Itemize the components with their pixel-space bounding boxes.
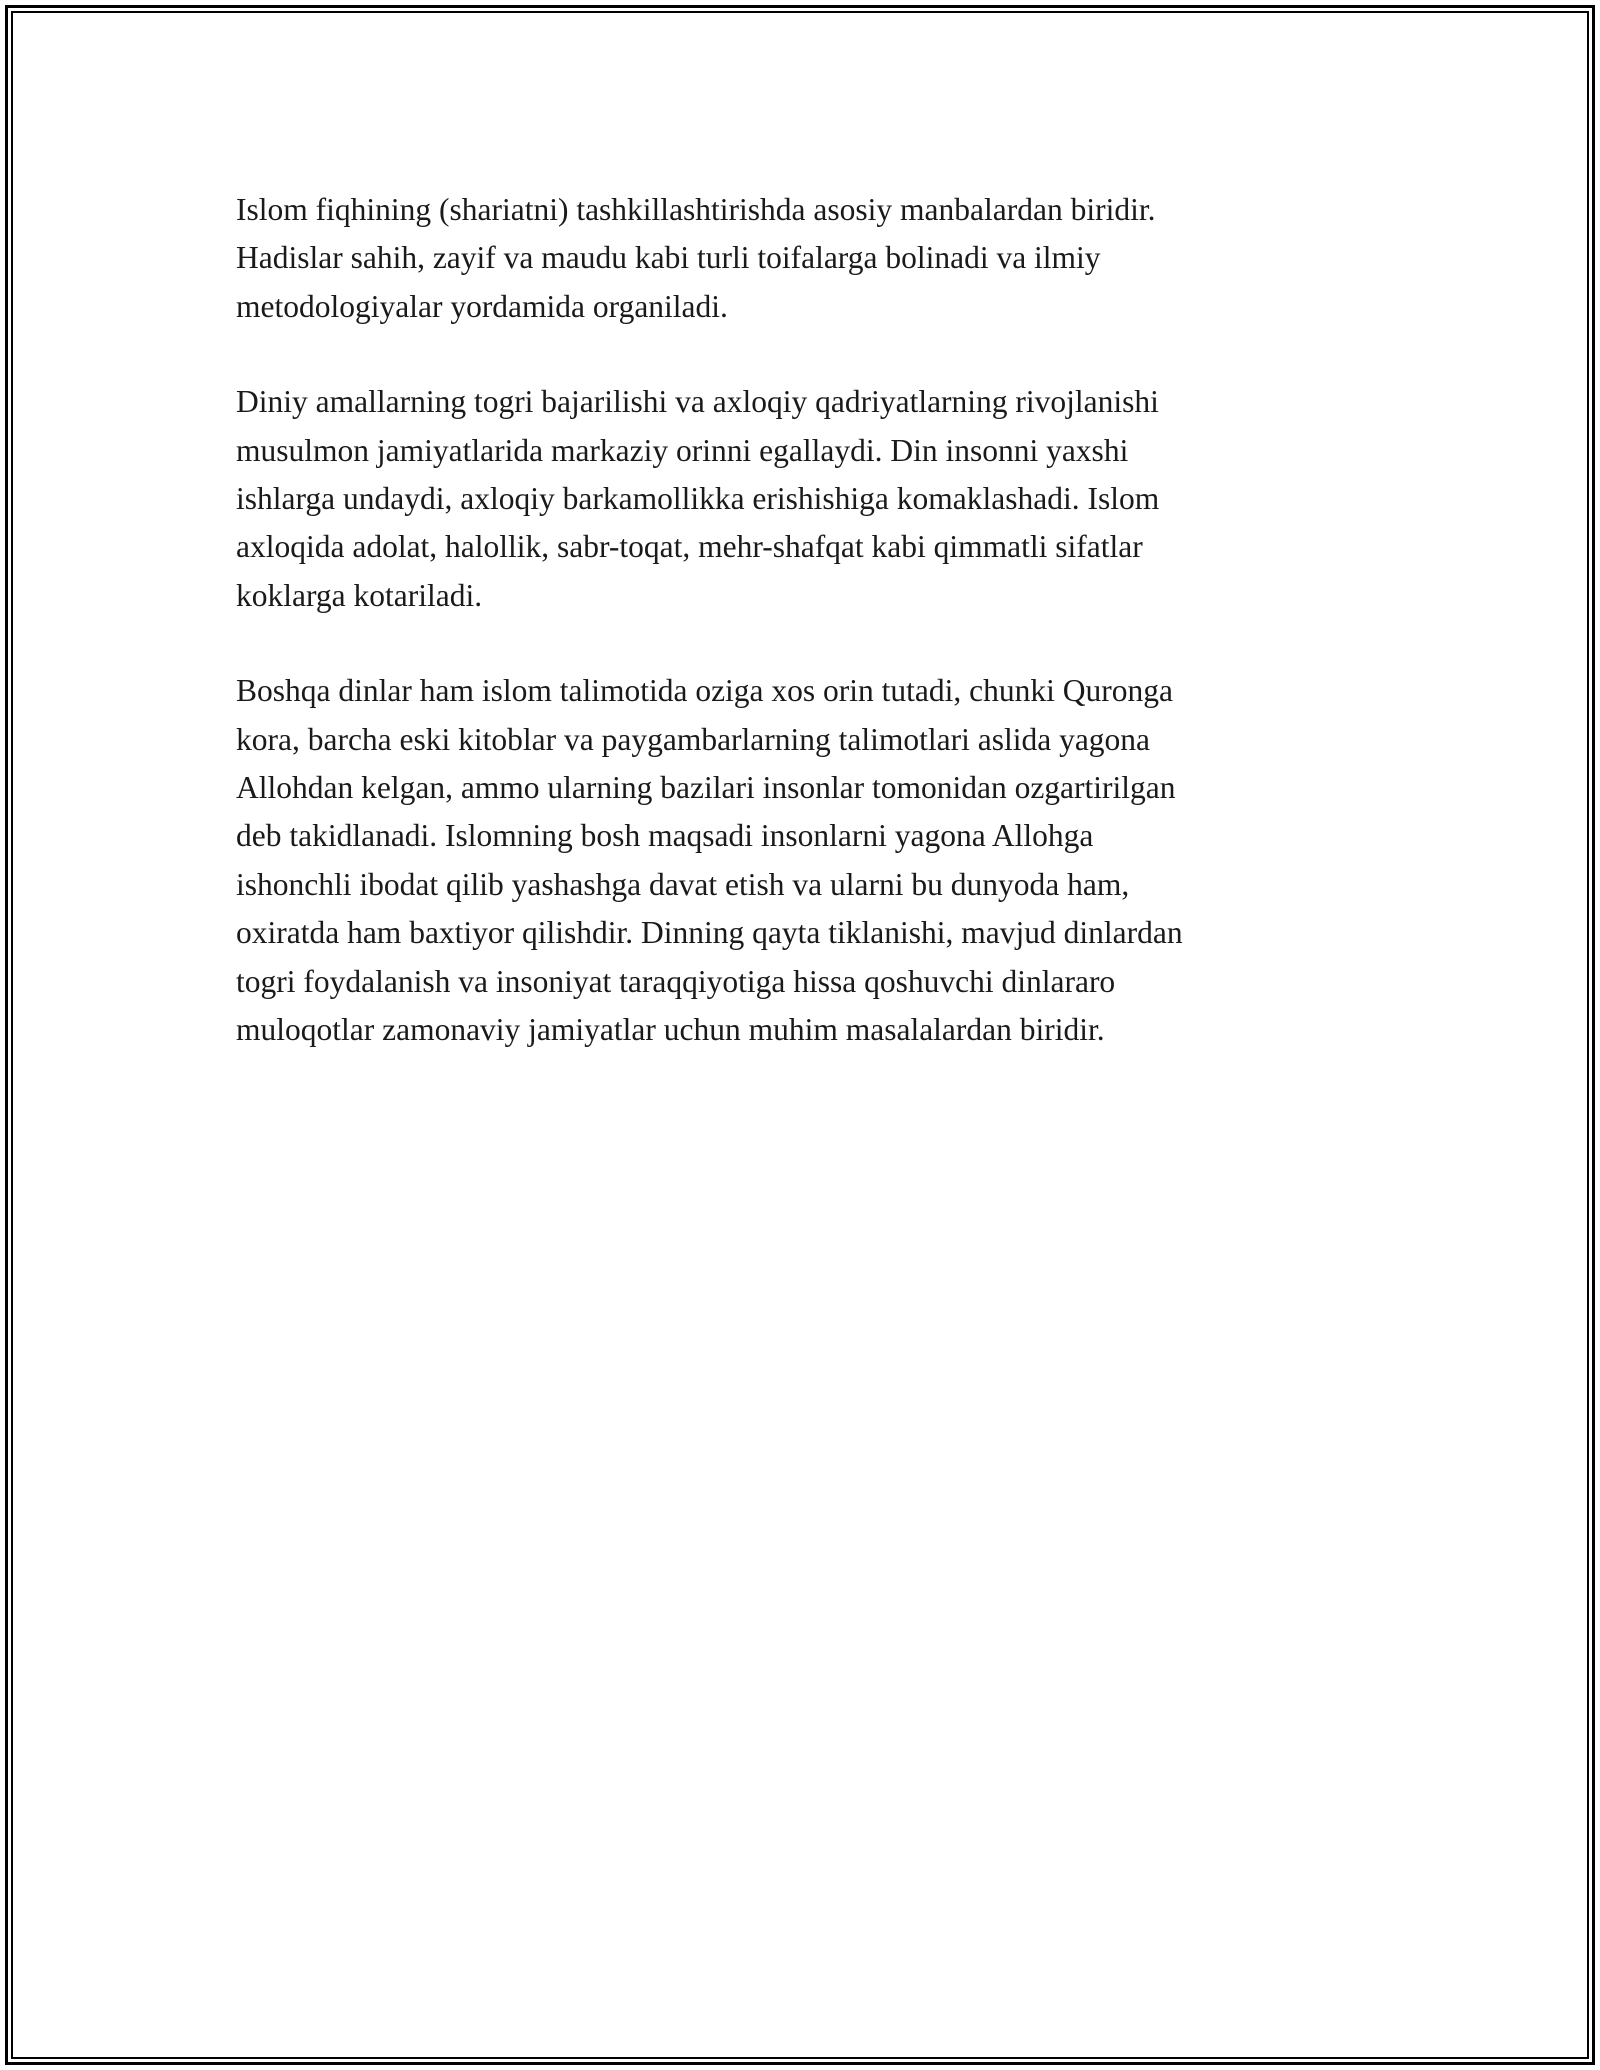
document-body: [236, 186, 1366, 1102]
paragraph-3: Boshqa dinlar ham islom talimotida oziga xos orin tutadi, chunki Quronga kora, barcha eski kitoblar va paygambarlarning talimotlari aslida yagona Allohdan kelgan, ammo ularning bazilari insonlar tomonidan ozgartirilgan deb takidlanadi. Islomning bosh maqsadi insonlarni yagona Allohga ishonchli ibodat qilib yashashga davat etish va ularni bu dunyoda ham, oxiratda ham baxtiyor qilishdir. Dinning qayta tiklanishi, mavjud dinlardan togri foydalanish va insoniyat taraqqiyotiga hissa qoshuvchi dinlararo muloqotlar zamonaviy jamiyatlar uchun muhim masalalardan biridir.: [236, 673, 1183, 1048]
paragraph-1: Islom fiqhining (shariatni) tashkillashtirishda asosiy manbalardan biridir. Hadislar sahih, zayif va maudu kabi turli toifalarga bolinadi va ilmiy metodologiyalar yordamida organiladi.: [236, 192, 1156, 324]
paragraph-2: Diniy amallarning togri bajarilishi va axloqiy qadriyatlarning rivojlanishi musulmon jamiyatlarida markaziy orinni egallaydi. Din insonni yaxshi ishlarga undaydi, axloqiy barkamollikka erishishiga komaklashadi. Islom axloqida adolat, halollik, sabr-toqat, mehr-shafqat kabi qimmatli sifatlar koklarga kotariladi.: [236, 384, 1160, 613]
